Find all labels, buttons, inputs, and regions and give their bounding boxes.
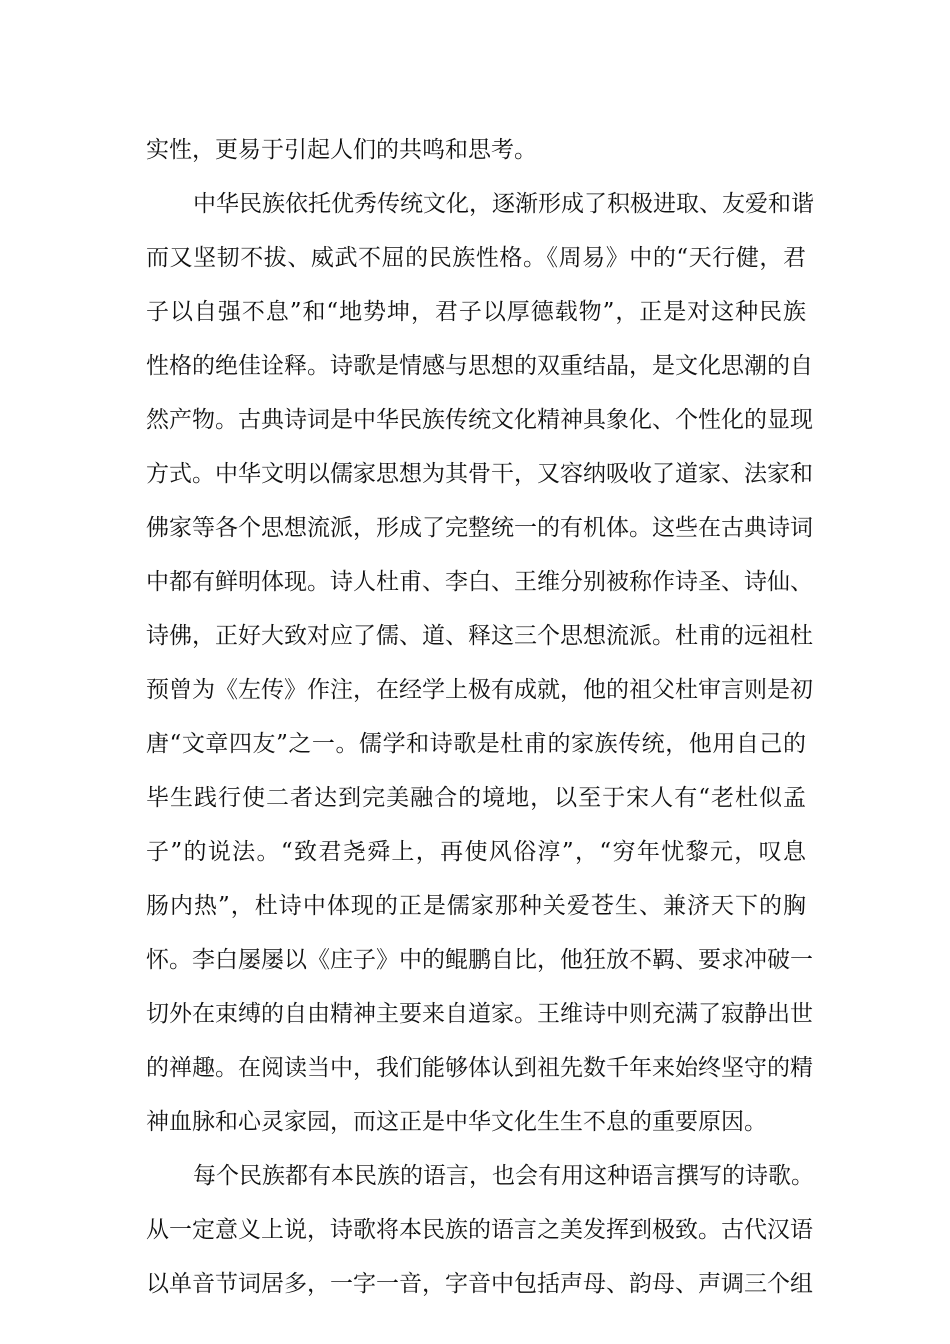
- text-line-11: 预曾为《左传》作注，在经学上极有成就，他的祖父杜审言则是初: [146, 677, 813, 703]
- text-line-13: 毕生践行使二者达到完美融合的境地，以至于宋人有“老杜似孟: [146, 785, 806, 811]
- text-line-5: 性格的绝佳诠释。诗歌是情感与思想的双重结晶，是文化思潮的自: [146, 353, 813, 379]
- text-line-19: 神血脉和心灵家园，而这正是中华文化生生不息的重要原因。: [146, 1109, 767, 1135]
- text-line-18: 的禅趣。在阅读当中，我们能够体认到祖先数千年来始终坚守的精: [146, 1055, 813, 1081]
- text-line-10: 诗佛，正好大致对应了儒、道、释这三个思想流派。杜甫的远祖杜: [146, 623, 813, 649]
- text-line-21: 从一定意义上说，诗歌将本民族的语言之美发挥到极致。古代汉语: [146, 1217, 813, 1243]
- text-line-17: 切外在束缚的自由精神主要来自道家。王维诗中则充满了寂静出世: [146, 1001, 813, 1027]
- text-line-12: 唐“文章四友”之一。儒学和诗歌是杜甫的家族传统，他用自己的: [146, 731, 806, 757]
- text-line-16: 怀。李白屡屡以《庄子》中的鲲鹏自比，他狂放不羁、要求冲破一: [146, 947, 813, 973]
- text-line-3: 而又坚韧不拔、威武不屈的民族性格。《周易》中的“天行健，君: [146, 245, 806, 271]
- text-line-20: 每个民族都有本民族的语言，也会有用这种语言撰写的诗歌。: [193, 1163, 814, 1189]
- text-line-7: 方式。中华文明以儒家思想为其骨干，又容纳吸收了道家、法家和: [146, 461, 813, 487]
- text-line-6: 然产物。古典诗词是中华民族传统文化精神具象化、个性化的显现: [146, 407, 813, 433]
- text-line-9: 中都有鲜明体现。诗人杜甫、李白、王维分别被称作诗圣、诗仙、: [146, 569, 813, 595]
- text-line-8: 佛家等各个思想流派，形成了完整统一的有机体。这些在古典诗词: [146, 515, 813, 541]
- text-line-15: 肠内热”，杜诗中体现的正是儒家那种关爱苍生、兼济天下的胸: [146, 893, 806, 919]
- text-line-2: 中华民族依托优秀传统文化，逐渐形成了积极进取、友爱和谐: [193, 191, 814, 217]
- text-line-4: 子以自强不息”和“地势坤，君子以厚德载物”，正是对这种民族: [146, 299, 806, 325]
- text-line-22: 以单音节词居多，一字一音，字音中包括声母、韵母、声调三个组: [146, 1271, 813, 1297]
- text-line-14: 子”的说法。“致君尧舜上，再使风俗淳”，“穷年忧黎元，叹息: [146, 839, 806, 865]
- text-line-1: 实性，更易于引起人们的共鸣和思考。: [146, 137, 537, 163]
